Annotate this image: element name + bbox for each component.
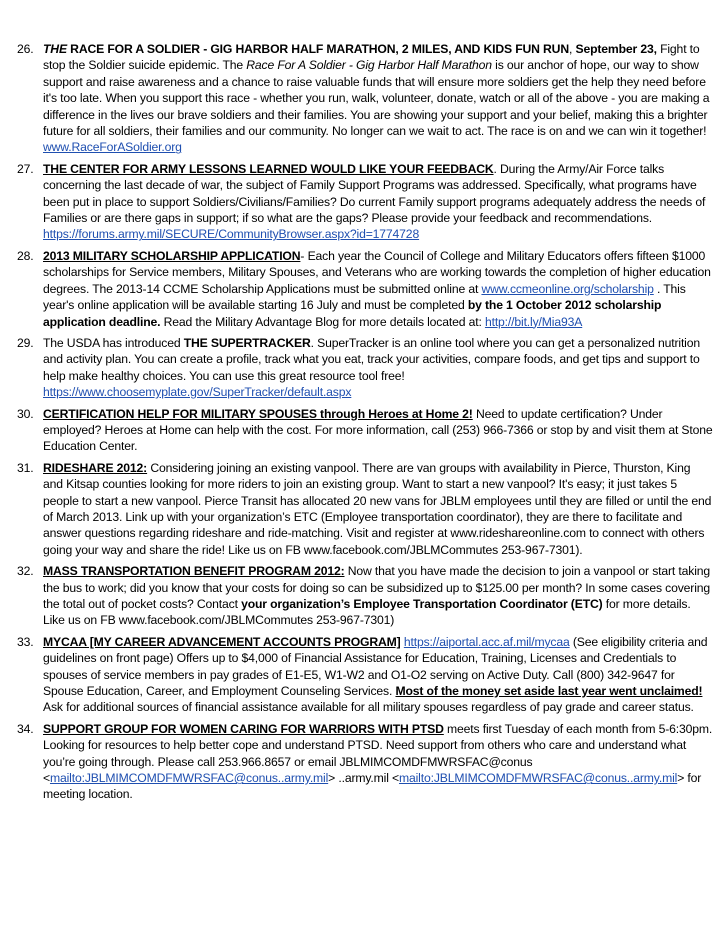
list-item-34 — [17, 721, 713, 803]
item-text — [43, 407, 713, 454]
item-heading: 2013 MILITARY SCHOLARSHIP APPLICATION — [43, 248, 301, 263]
item-number: 28. — [17, 248, 34, 263]
ccme-scholarship-link[interactable]: www.ccmeonline.org/scholarship — [481, 281, 654, 296]
list-item-26 — [17, 41, 713, 156]
supertracker-link[interactable]: https://www.choosemyplate.gov/SuperTracker/default.aspx — [43, 385, 352, 400]
item-heading: MASS TRANSPORTATION BENEFIT PROGRAM 2012: — [43, 564, 345, 579]
list-item-33 — [17, 634, 713, 716]
text-run: > ..army.mil < — [328, 771, 399, 786]
item-number: 31. — [17, 460, 34, 475]
military-advantage-link[interactable]: http://bit.ly/Mia93A — [484, 314, 583, 329]
event-date: September 23, — [575, 42, 657, 56]
item-text — [43, 249, 711, 329]
text-run: for more details. Like us on FB www.facebook.com/JBLMCommutes 253-967-7301) — [43, 597, 691, 628]
list-item-27 — [17, 161, 713, 243]
item-text — [43, 461, 711, 557]
text-run: Fight to stop the Soldier suicide epidemic. The — [43, 42, 700, 73]
text-run: Considering joining an existing vanpool. There are van groups with availability in Pierce, Thurston, King and Kitsap counties looking for more riders to join an existing group. Want to start a new vanpool? It's easy; it just takes 5 people to start a new vanpool. Pierce Transit has allocated 20 new vans for JBLM employees until they are filled or until the end of March 2013. Link up with your organization’s ETC (Employee transportation coordinator), they are there to facilitate and answer questions regarding rideshare and ride-matching. Visit and register at www.rideshareonline.com to connect with others going your way and share the ride! Like us on FB www.facebook.com/JBLMCommutes 253-967-7301). — [43, 460, 712, 557]
text-run: . This year's online application will be available starting 16 July and must be completed — [43, 281, 686, 313]
item-heading: MYCAA [MY CAREER ADVANCEMENT ACCOUNTS PROGRAM] — [43, 634, 401, 649]
item-number: 30. — [17, 406, 34, 421]
item-number: 34. — [17, 721, 34, 736]
item-text — [43, 336, 700, 399]
list-item-29 — [17, 335, 713, 401]
list-item-30 — [17, 406, 713, 455]
text-run-italic: Race For A Soldier - Gig Harbor Half Marathon — [246, 58, 492, 73]
text-run: - Each year the Council of College and Military Educators offers fifteen $1000 scholarships for Service members, Military Spouses, and Veterans who are working towards the completion of higher education degrees. The 2013-14 CCME Scholarship Applications must be submitted online at — [43, 248, 711, 296]
item-heading: RIDESHARE 2012: — [43, 460, 148, 475]
deadline-text: by the 1 October 2012 scholarship application deadline. — [43, 298, 662, 329]
text-run: > for meeting location. — [43, 771, 702, 802]
item-number: 29. — [17, 335, 34, 350]
army-forum-link[interactable]: https://forums.army.mil/SECURE/CommunityBrowser.aspx?id=1774728 — [43, 227, 420, 242]
item-heading: SUPPORT GROUP FOR WOMEN CARING FOR WARRIORS WITH PTSD — [43, 721, 444, 736]
mailto-link-2[interactable]: mailto:JBLMIMCOMDFMWRSFAC@conus..army.mil — [398, 771, 678, 786]
item-number: 32. — [17, 564, 34, 579]
list-item-32 — [17, 563, 713, 629]
text-run: Now that you have made the decision to join a vanpool or start taking the bus to work; did you know that your costs for doing so can be subsidized up to $125.00 per month? In some cases covering the total out of pocket costs? Contact — [43, 564, 711, 611]
document-page — [17, 41, 713, 808]
item-number: 27. — [17, 161, 34, 176]
text-run: meets first Tuesday of each month from 5-6:30pm. Looking for resources to help better cope and understand PTSD. Need support from others who care and understand what you’re going through. Please call 253.966.8657 or email JBLMIMCOMDFMWRSFAC@conus < — [43, 721, 713, 786]
event-title: RACE FOR A SOLDIER - GIG HARBOR HALF MARATHON, 2 MILES, AND KIDS FUN RUN — [66, 42, 569, 56]
race-for-a-soldier-link[interactable]: www.RaceForASoldier.org — [43, 140, 182, 155]
text-run: The USDA has introduced — [43, 335, 184, 350]
unclaimed-notice: Most of the money set aside last year went unclaimed! — [395, 684, 703, 699]
item-heading: CERTIFICATION HELP FOR MILITARY SPOUSES through Heroes at Home 2! — [43, 406, 473, 421]
item-text — [43, 722, 712, 802]
etc-contact: your organization’s Employee Transportation Coordinator (ETC) — [241, 597, 603, 611]
item-text — [43, 635, 707, 715]
mycaa-link[interactable]: https://aiportal.acc.af.mil/mycaa — [403, 634, 570, 649]
item-text — [43, 42, 709, 154]
text-run: (See eligibility criteria and guidelines on front page) Offers up to $4,000 of Financial Assistance for Education, Training, Licenses and Credentials to spouses of service members in pay grades of E1-E5, W1-W2 and O1-O2 serving on Active Duty. Call (800) 342-9647 for Spouse Education, Career, and Employment Counseling Services. — [43, 634, 708, 699]
text-run: Need to update certification? Under employed? Heroes at Home can help with the cost. For more information, call (253) 966-7366 or stop by and visit them at Stone Education Center. — [43, 406, 713, 454]
text-run: . SuperTracker is an online tool where you can get a personalized nutrition and activity plan. You can create a profile, track what you eat, track your activities, compare foods, and get tips and support to help make healthy choices. You can use this great resource tool free! — [43, 335, 701, 383]
text-run: , — [568, 42, 576, 56]
list-item-31 — [17, 460, 713, 558]
text-run-bold-italic: THE — [43, 42, 67, 56]
item-heading: THE SUPERTRACKER — [183, 335, 311, 350]
text-run: is our anchor of hope, our way to show support and raise awareness and a chance to raise valuable funds that will ensure more soldiers get the help they need before it's too late. When you support this race - whether you run, walk, volunteer, donate, watch or all of the above - you are making a difference in the lives our brave soldiers and their families. You are showing your support and your belief, making this a brighter future for all soldiers, their families and our community. No longer can we wait to act. The race is on and we can win it together! — [43, 58, 710, 139]
text-run: Ask for additional sources of financial assistance available for all military spouses regardless of pay grade and career status. — [43, 700, 694, 715]
text-run: . During the Army/Air Force talks concerning the last decade of war, the subject of Family Support Programs was addressed. Specifically, what programs have been put in place to support Soldiers/Civilians/Families? Do current Family support programs adequately address the needs of Families or are there gaps in support; if so what are the gaps? Please provide your feedback and recommendations. — [43, 161, 706, 226]
item-number: 33. — [17, 634, 34, 649]
item-text — [43, 162, 705, 242]
item-number: 26. — [17, 42, 34, 56]
item-text — [43, 564, 710, 627]
list-item-28 — [17, 248, 713, 330]
item-heading: THE CENTER FOR ARMY LESSONS LEARNED WOULD LIKE YOUR FEEDBACK — [43, 161, 494, 176]
text-run: Read the Military Advantage Blog for more details located at: — [160, 314, 485, 329]
mailto-link-1[interactable]: mailto:JBLMIMCOMDFMWRSFAC@conus..army.mil — [49, 771, 329, 786]
